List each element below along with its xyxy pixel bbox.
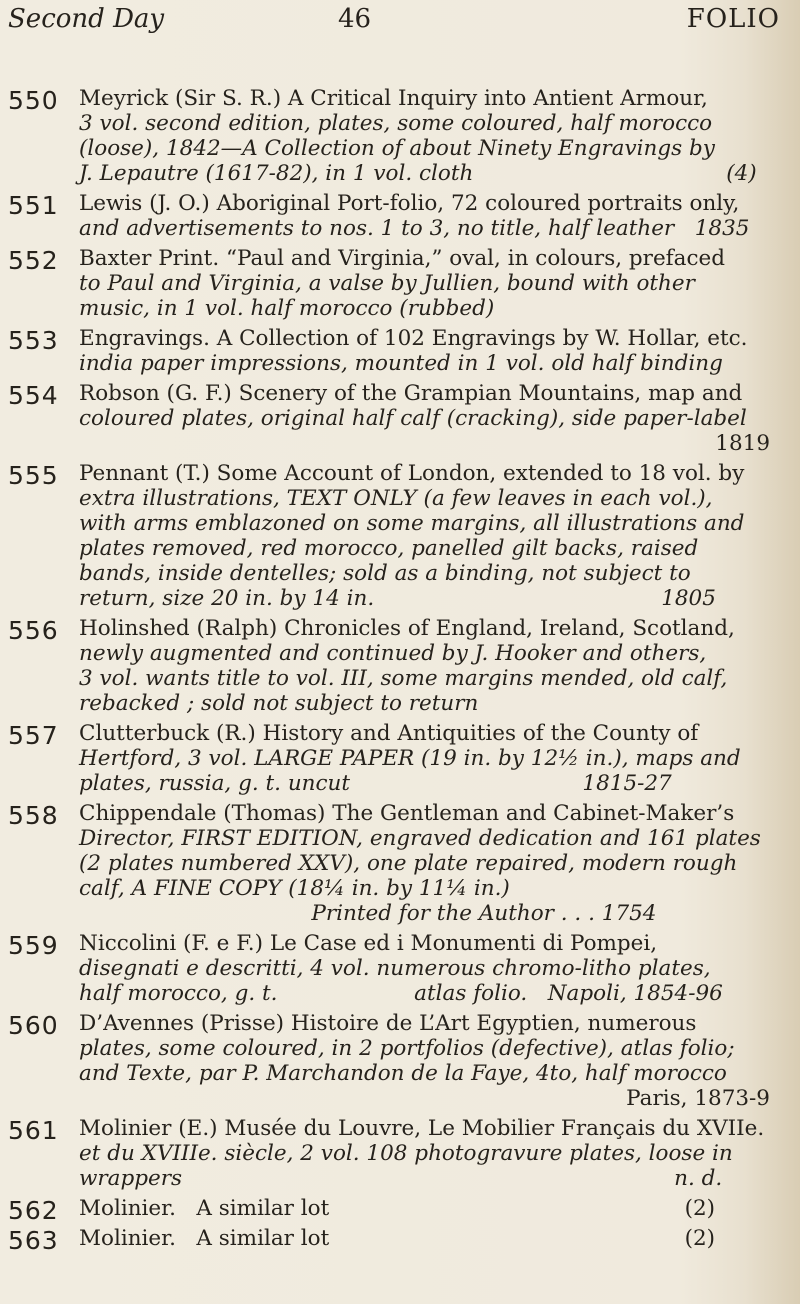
description-line: Molinier. A similar lot (2): [79, 1196, 716, 1221]
description-line: plates removed, red morocco, panelled gilt backs, raised: [79, 536, 699, 561]
lot-entry: [0, 191, 770, 241]
lot-number: 559: [8, 931, 59, 960]
lot-description: [79, 721, 770, 796]
description-line: Meyrick (Sir S. R.) A Critical Inquiry into Antient Armour,: [79, 86, 708, 111]
lot-date: Paris, 1873-9: [626, 1086, 770, 1111]
description-line: to Paul and Virginia, a valse by Jullien, bound with other: [79, 271, 695, 296]
lot-description: [79, 1196, 770, 1221]
lot-date: 1819: [715, 431, 770, 456]
description-line: coloured plates, original half calf (cracking), side paper-label: [79, 406, 747, 431]
lot-entry: [0, 1116, 770, 1191]
description-line: Robson (G. F.) Scenery of the Grampian Mountains, map and: [79, 381, 743, 406]
description-line: et du XVIIIe. siècle, 2 vol. 108 photogravure plates, loose in: [79, 1141, 733, 1166]
description-line: extra illustrations, TEXT ONLY (a few leaves in each vol.),: [79, 486, 713, 511]
description-line: (2 plates numbered XXV), one plate repaired, modern rough: [79, 851, 738, 876]
lot-number: 561: [8, 1116, 59, 1145]
lot-entry: [0, 801, 770, 926]
description-line: Engravings. A Collection of 102 Engravings by W. Hollar, etc.: [79, 326, 748, 351]
lot-description: [79, 1116, 770, 1191]
description-line: half morocco, g. t. atlas folio. Napoli, 1854-96: [79, 981, 723, 1006]
lot-description: [79, 246, 770, 321]
description-line: and advertisements to nos. 1 to 3, no title, half leather 1835: [79, 216, 750, 241]
lot-number: 553: [8, 326, 59, 355]
description-line: and Texte, par P. Marchandon de la Faye, 4to, half morocco: [79, 1061, 727, 1086]
description-line: Hertford, 3 vol. LARGE PAPER (19 in. by 12½ in.), maps and: [79, 746, 741, 771]
page-number: 46: [338, 4, 372, 34]
lot-entry: [0, 461, 770, 611]
lot-number: 558: [8, 801, 59, 830]
description-line: music, in 1 vol. half morocco (rubbed): [79, 296, 495, 321]
description-line: plates, some coloured, in 2 portfolios (defective), atlas folio;: [79, 1036, 735, 1061]
lot-description: [79, 326, 770, 376]
lot-entry: [0, 326, 770, 376]
lot-entry: [0, 1011, 770, 1111]
description-line: Molinier. A similar lot (2): [79, 1226, 716, 1251]
description-line: Director, FIRST EDITION, engraved dedication and 161 plates: [79, 826, 761, 851]
description-line: Molinier (E.) Musée du Louvre, Le Mobilier Français du XVIIe.: [79, 1116, 765, 1141]
description-line: calf, A FINE COPY (18¼ in. by 11¼ in.): [79, 876, 510, 901]
description-line: disegnati e descritti, 4 vol. numerous chromo-litho plates,: [79, 956, 711, 981]
lot-number: 557: [8, 721, 59, 750]
lot-description: [79, 616, 770, 716]
description-line: newly augmented and continued by J. Hooker and others,: [79, 641, 707, 666]
lot-description: [79, 1226, 770, 1251]
lot-description: [79, 381, 770, 456]
format-label: FOLIO: [686, 4, 780, 34]
lot-number: 556: [8, 616, 59, 645]
lot-number: 555: [8, 461, 59, 490]
lot-number: 551: [8, 191, 59, 220]
lot-number: 560: [8, 1011, 59, 1040]
description-line: return, size 20 in. by 14 in. 1805: [79, 586, 716, 611]
description-line: 3 vol. second edition, plates, some coloured, half morocco: [79, 111, 713, 136]
description-line: (loose), 1842—A Collection of about Ninety Engravings by: [79, 136, 715, 161]
description-line: bands, inside dentelles; sold as a binding, not subject to: [79, 561, 691, 586]
lot-entry: [0, 616, 770, 716]
description-line: plates, russia, g. t. uncut 1815-27: [79, 771, 672, 796]
lot-number: 562: [8, 1196, 59, 1225]
lot-entry: [0, 721, 770, 796]
lot-entry: [0, 246, 770, 321]
lot-number: 550: [8, 86, 59, 115]
description-line: with arms emblazoned on some margins, all illustrations and: [79, 511, 745, 536]
description-line: Printed for the Author . . . 1754: [79, 901, 657, 926]
description-line: Chippendale (Thomas) The Gentleman and Cabinet-Maker’s: [79, 801, 735, 826]
description-line: Holinshed (Ralph) Chronicles of England, Ireland, Scotland,: [79, 616, 735, 641]
lot-description: [79, 801, 770, 926]
lot-entry: [0, 381, 770, 456]
lot-number: 552: [8, 246, 59, 275]
description-line: Clutterbuck (R.) History and Antiquities of the County of: [79, 721, 699, 746]
description-line: Lewis (J. O.) Aboriginal Port-folio, 72 coloured portraits only,: [79, 191, 740, 216]
lot-description: [79, 931, 770, 1006]
description-line: Pennant (T.) Some Account of London, extended to 18 vol. by: [79, 461, 745, 486]
description-line: wrappers n. d.: [79, 1166, 723, 1191]
lot-description: [79, 191, 770, 241]
lot-number: 563: [8, 1226, 59, 1255]
lot-entry: [0, 931, 770, 1006]
page-header: [8, 4, 780, 44]
description-line: Baxter Print. “Paul and Virginia,” oval, in colours, prefaced: [79, 246, 725, 271]
lot-description: [79, 461, 770, 611]
lot-entry: [0, 86, 770, 186]
lot-entry: [0, 1196, 770, 1225]
description-line: 3 vol. wants title to vol. III, some margins mended, old calf,: [79, 666, 728, 691]
description-line: D’Avennes (Prisse) Histoire de L’Art Egyptien, numerous: [79, 1011, 697, 1036]
description-line: Niccolini (F. e F.) Le Case ed i Monumenti di Pompei,: [79, 931, 658, 956]
lot-number: 554: [8, 381, 59, 410]
lot-description: [79, 86, 770, 186]
lot-list: [0, 86, 770, 1256]
description-line: rebacked ; sold not subject to return: [79, 691, 479, 716]
description-line: J. Lepautre (1617-82), in 1 vol. cloth (4): [79, 161, 757, 186]
day-label: Second Day: [8, 4, 165, 34]
description-line: india paper impressions, mounted in 1 vol. old half binding: [79, 351, 723, 376]
lot-entry: [0, 1226, 770, 1255]
lot-description: [79, 1011, 770, 1111]
